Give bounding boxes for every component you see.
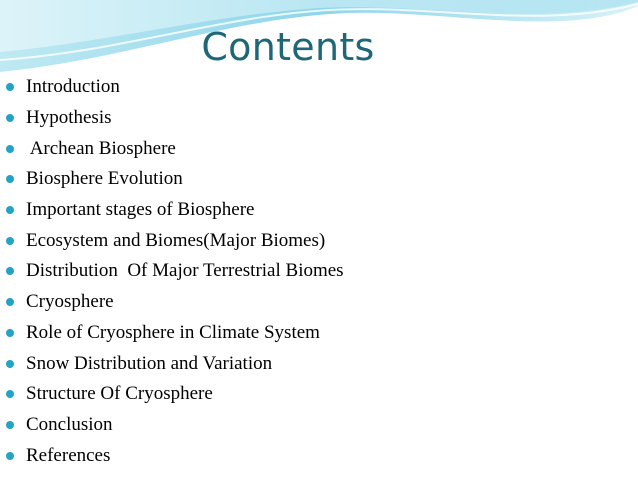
list-item-label: Distribution Of Major Terrestrial Biomes bbox=[26, 260, 344, 282]
bullet-icon bbox=[6, 329, 14, 337]
bullet-icon bbox=[6, 237, 14, 245]
bullet-icon bbox=[6, 267, 14, 275]
list-item-label: Conclusion bbox=[26, 413, 113, 435]
list-item-label: Snow Distribution and Variation bbox=[26, 352, 273, 374]
list-item bbox=[6, 164, 344, 195]
bullet-icon bbox=[6, 206, 14, 214]
list-item bbox=[6, 133, 344, 164]
bullet-icon bbox=[6, 83, 14, 91]
list-item bbox=[6, 287, 344, 318]
bullet-icon bbox=[6, 175, 14, 183]
list-item-label: Hypothesis bbox=[26, 107, 112, 129]
list-item bbox=[6, 72, 344, 103]
list-item bbox=[6, 440, 344, 471]
list-item-label: Ecosystem and Biomes(Major Biomes) bbox=[26, 229, 326, 251]
list-item-label: Structure Of Cryosphere bbox=[26, 383, 213, 405]
bullet-icon bbox=[6, 114, 14, 122]
bullet-icon bbox=[6, 145, 14, 153]
bullet-icon bbox=[6, 390, 14, 398]
list-item-label: Important stages of Biosphere bbox=[26, 199, 255, 221]
bullet-icon bbox=[6, 452, 14, 460]
list-item-label: Archean Biosphere bbox=[26, 137, 176, 159]
list-item-label: Introduction bbox=[26, 76, 120, 98]
list-item bbox=[6, 103, 344, 134]
list-item-label: Role of Cryosphere in Climate System bbox=[26, 321, 320, 343]
list-item bbox=[6, 256, 344, 287]
list-item bbox=[6, 410, 344, 441]
bullet-icon bbox=[6, 421, 14, 429]
slide-title: Contents bbox=[201, 25, 375, 69]
list-item-label: Cryosphere bbox=[26, 291, 114, 313]
list-item-label: References bbox=[26, 444, 111, 466]
list-item bbox=[6, 318, 344, 349]
contents-list bbox=[6, 72, 344, 471]
bullet-icon bbox=[6, 298, 14, 306]
list-item bbox=[6, 379, 344, 410]
list-item bbox=[6, 195, 344, 226]
list-item bbox=[6, 225, 344, 256]
list-item bbox=[6, 348, 344, 379]
list-item-label: Biosphere Evolution bbox=[26, 168, 183, 190]
bullet-icon bbox=[6, 360, 14, 368]
